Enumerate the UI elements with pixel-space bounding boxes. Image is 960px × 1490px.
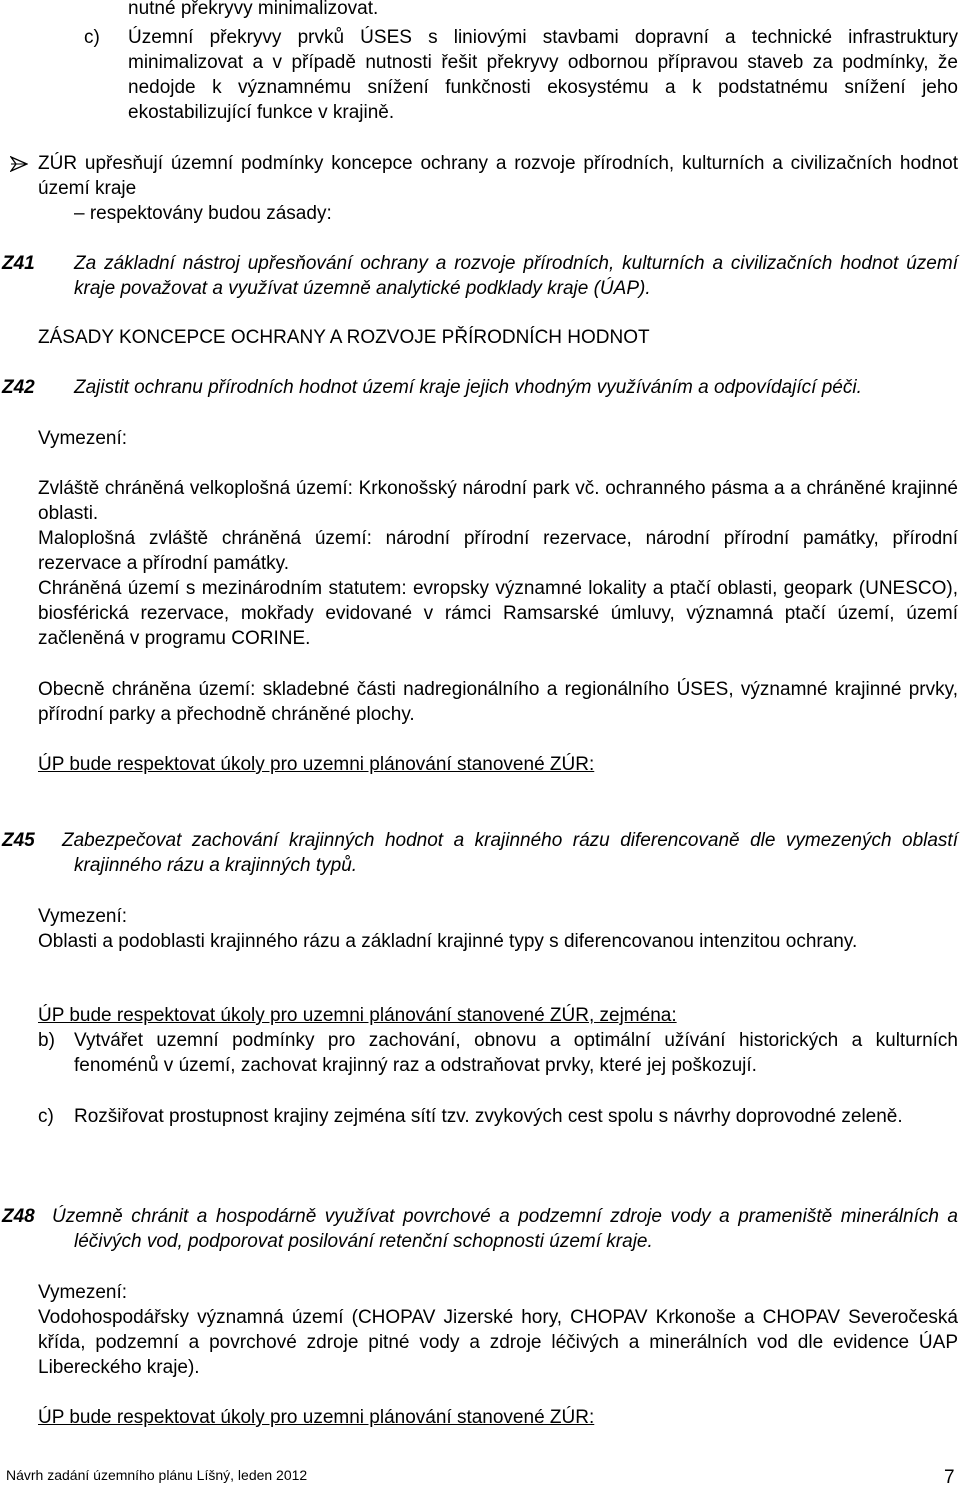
z42-paragraph-1: Zvláště chráněná velkoplošná území: Krkonošský národní park vč. ochranného pásma a a chráněné krajinné oblasti.	[38, 478, 958, 524]
z45-item-b-text: Vytvářet uzemní podmínky pro zachování, obnovu a optimální užívání historických a kulturních fenoménů v území, zachovat krajinný raz a odstraňovat prvky, které jej poškozují.	[74, 1030, 958, 1076]
z42-label: Z42	[2, 377, 35, 398]
footer-text: Návrh zadání územního plánu Líšný, leden 2012	[6, 1467, 308, 1483]
z45-vymezeni: Vymezení:	[38, 906, 128, 927]
z41-label: Z41	[2, 253, 35, 274]
z42-up-tasks: ÚP bude respektovat úkoly pro uzemni plánování stanovené ZÚR:	[38, 754, 595, 775]
z48-vymezeni: Vymezení:	[38, 1282, 128, 1303]
z42-paragraph-3: Chráněná území s mezinárodním statutem: evropsky významné lokality a ptačí oblasti, geopark (UNESCO), biosférická rezervace, mokřady evidované v rámci Ramsarské úmluvy, významná ptačí území, území začleněná v programu CORINE.	[38, 578, 958, 649]
page-number: 7	[944, 1467, 955, 1488]
z45-item-c-marker: c)	[38, 1106, 54, 1127]
z42-text: Zajistit ochranu přírodních hodnot území kraje jejich vhodným využíváním a odpovídající péči.	[74, 377, 862, 398]
z41-text: Za základní nástroj upřesňování ochrany a rozvoje přírodních, kulturních a civilizačních hodnot území kraje považovat a využívat územně analytické podklady kraje (ÚAP).	[74, 253, 958, 299]
z45-paragraph-1: Oblasti a podoblasti krajinného rázu a základní krajinné typy s diferencovanou intenzitou ochrany.	[38, 931, 858, 952]
z48-paragraph-1: Vodohospodářsky významná území (CHOPAV Jizerské hory, CHOPAV Krkonoše a CHOPAV Severočeská křída, podzemní a povrchové zdroje pitné vody a zdroje léčivých a minerálních vod dle evidence ÚAP Libereckého kraje).	[38, 1307, 958, 1378]
z45-label: Z45	[2, 830, 35, 851]
intro-line-top: nutné překryvy minimalizovat.	[128, 0, 379, 19]
z45-item-b-marker: b)	[38, 1030, 55, 1051]
z48-text	[52, 1204, 958, 1254]
intro-item-c-text: Územní překryvy prvků ÚSES s liniovými stavbami dopravní a technické infrastruktury minimalizovat a v případě nutnosti řešit překryvy odbornou přípravou staveb za podmínky, že nedojde k významnému snížení funkčnosti ekosystému a k podstatnému snížení jeho ekostabilizující funkce v krajině.	[128, 27, 958, 123]
bullet-text: ZÚR upřesňují územní podmínky koncepce ochrany a rozvoje přírodních, kulturních a civilizačních hodnot území kraje	[38, 153, 958, 199]
z45-text-content: Zabezpečovat zachování krajinných hodnot a krajinného rázu diferencovaně dle vymezených oblastí krajinného rázu a krajinných typů.	[62, 830, 958, 876]
z42-vymezeni: Vymezení:	[38, 428, 128, 449]
z42-paragraph-4: Obecně chráněna území: skladebné části nadregionálního a regionálního ÚSES, významné krajinné prvky, přírodní parky a přechodně chráněné plochy.	[38, 679, 958, 725]
arrowhead-bullet-icon	[10, 154, 28, 179]
z48-label: Z48	[2, 1206, 35, 1227]
z42-paragraph-2: Maloplošná zvláště chráněná území: národní přírodní rezervace, národní přírodní památky, přírodní rezervace a přírodní památky.	[38, 528, 958, 574]
z45-item-c-text: Rozšiřovat prostupnost krajiny zejména sítí tzv. zvykových cest spolu s návrhy doprovodné zeleně.	[74, 1106, 903, 1127]
bullet-subtext: – respektovány budou zásady:	[74, 203, 332, 224]
item-c-marker: c)	[84, 27, 100, 48]
z45-up-tasks: ÚP bude respektovat úkoly pro uzemni plánování stanovené ZÚR, zejména:	[38, 1005, 677, 1026]
z48-up-tasks: ÚP bude respektovat úkoly pro uzemni plánování stanovené ZÚR:	[38, 1407, 595, 1428]
z48-text-content: Územně chránit a hospodárně využívat povrchové a podzemní zdroje vody a prameniště minerálních a léčivých vod, podporovat posilování retenční schopnosti území kraje.	[52, 1206, 958, 1252]
z45-text	[62, 828, 958, 878]
heading-natural-values: ZÁSADY KONCEPCE OCHRANY A ROZVOJE PŘÍRODNÍCH HODNOT	[38, 327, 650, 348]
